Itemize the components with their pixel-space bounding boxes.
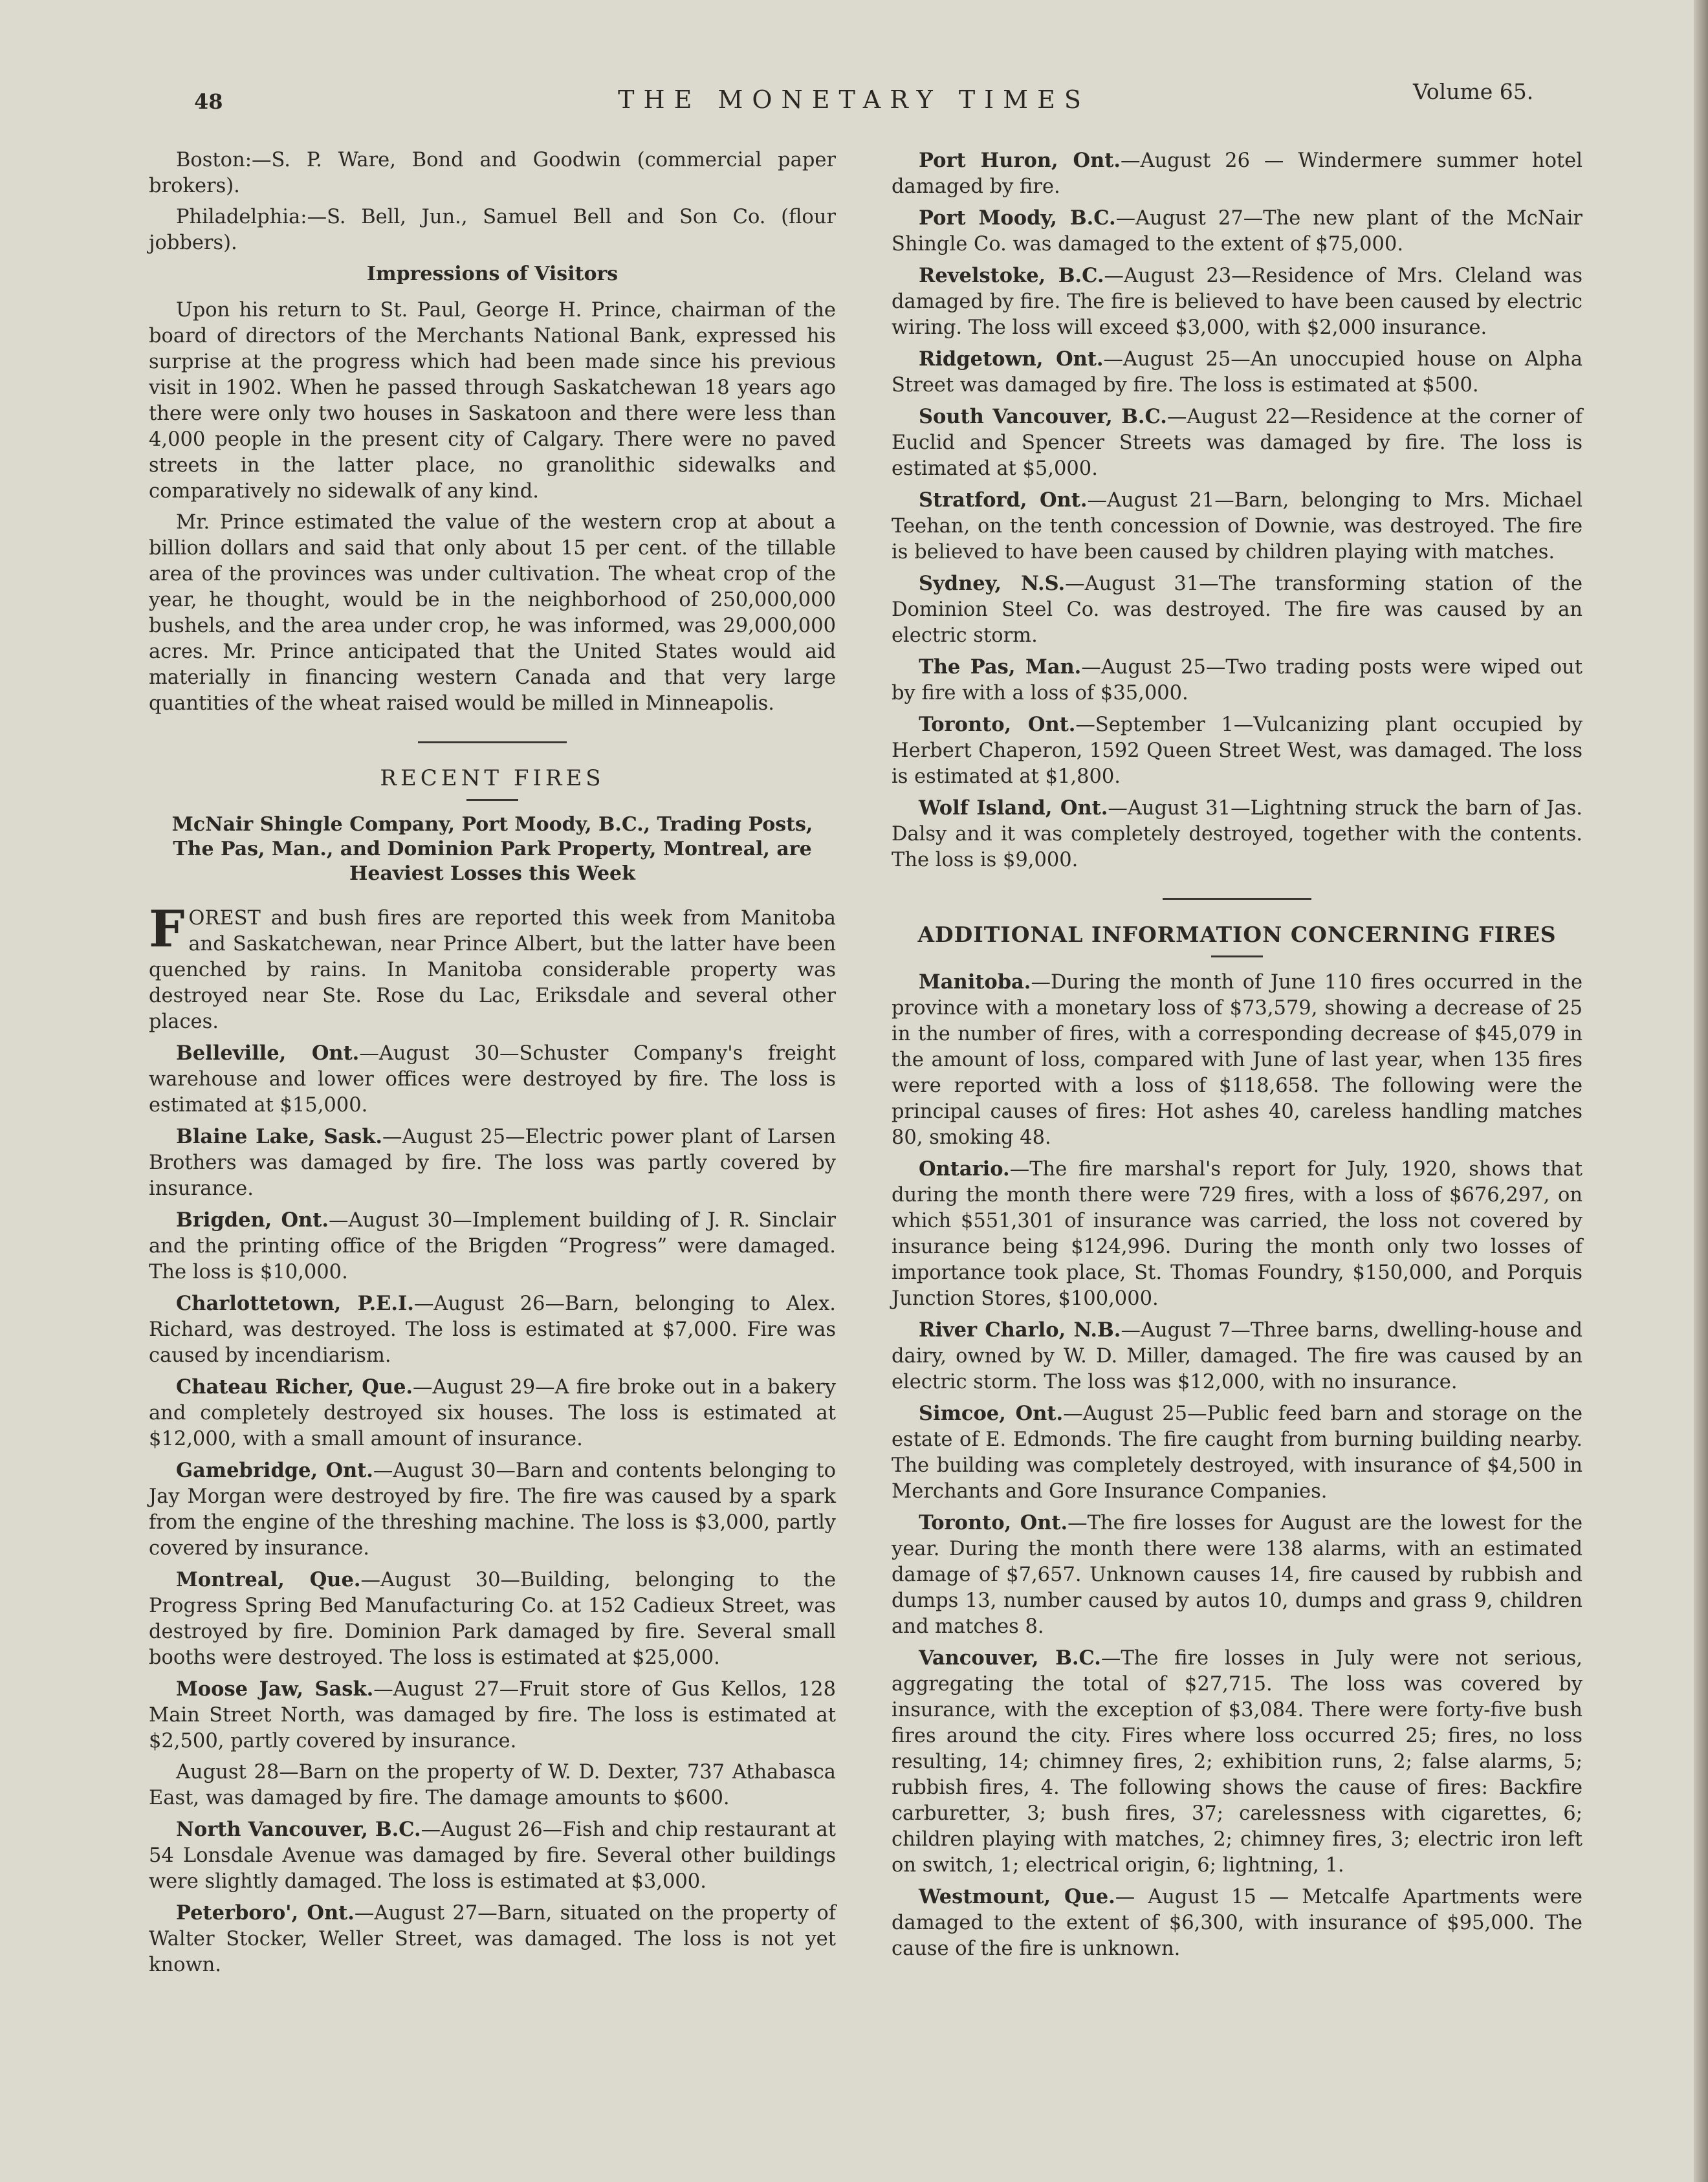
fire-report xyxy=(892,1884,1582,1962)
left-fire-reports xyxy=(149,1040,836,1978)
report-location: Toronto, Ont. xyxy=(919,1511,1068,1534)
report-location: Manitoba. xyxy=(919,970,1031,994)
report-text: —August 30—Barn and contents belonging to Jay Morgan were destroyed by fire. The fire was caused by a spark from the engine of the threshing machine. The loss is $3,000, partly covered by insurance. xyxy=(149,1459,836,1560)
report-text: —August 22—Residence at the corner of Euclid and Spencer Streets was damaged by fire. The loss is estimated at $5,000. xyxy=(892,406,1583,480)
report-location: Brigden, Ont. xyxy=(176,1208,329,1232)
report-text: —August 26—Fish and chip restaurant at 54 Lonsdale Avenue was damaged by fire. Several other buildings were slightly damaged. The loss is estimated at $3,000. xyxy=(149,1818,836,1893)
report-location: Moose Jaw, Sask. xyxy=(176,1677,374,1701)
philadelphia-entry: Philadelphia:—S. Bell, Jun., Samuel Bell and Son Co. (flour jobbers). xyxy=(149,206,836,254)
recent-fires-title: RECENT FIRES xyxy=(380,765,605,791)
fire-report xyxy=(892,969,1582,1151)
report-text: —August 27—Barn, situated on the property of Walter Stocker, Weller Street, was damaged. The loss is not yet known. xyxy=(149,1902,836,1976)
report-location: Port Huron, Ont. xyxy=(919,149,1121,172)
title-underline xyxy=(466,799,518,801)
report-text: —August 21—Barn, belonging to Mrs. Michael Teehan, on the tenth concession of Downie, was destroyed. The fire is believed to have been caused by children playing with matches. xyxy=(892,489,1582,563)
fire-report xyxy=(892,571,1582,649)
fire-report xyxy=(149,1760,836,1811)
fire-report xyxy=(892,1645,1582,1879)
report-text: — August 15 — Metcalfe Apartments were damaged to the extent of $6,300, with insurance of $95,000. The cause of the fire is unknown. xyxy=(892,1886,1582,1960)
report-location: Port Moody, B.C. xyxy=(919,206,1116,230)
report-location: Simcoe, Ont. xyxy=(919,1402,1064,1425)
report-text: —During the month of June 110 fires occurred in the province with a monetary loss of $73,579, showing a decrease of 25 in the number of fires, with a corresponding decrease of $45,079 in the amount of loss, compared with June of last year, when 135 fires were reported with a loss of $118,658. The following were the principal causes of fires: Hot ashes 40, careless handling matches 80, smoking 48. xyxy=(892,971,1582,1149)
report-text: —August 25—An unoccupied house on Alpha Street was damaged by fire. The loss is estimated at $500. xyxy=(892,348,1583,397)
fire-report xyxy=(892,1156,1582,1312)
report-location: South Vancouver, B.C. xyxy=(919,405,1167,428)
report-location: Vancouver, B.C. xyxy=(919,1646,1101,1670)
report-text: —August 25—Electric power plant of Larsen Brothers was damaged by fire. The loss was partly covered by insurance. xyxy=(149,1126,836,1200)
fire-report xyxy=(149,1900,836,1978)
report-location: Stratford, Ont. xyxy=(919,488,1088,512)
report-location: Toronto, Ont. xyxy=(919,713,1076,736)
fire-report xyxy=(892,487,1582,565)
left-column xyxy=(149,147,836,1983)
report-text: —August 29—A fire broke out in a bakery and completely destroyed six houses. The loss is estimated at $12,000, with a small amount of insurance. xyxy=(149,1376,837,1450)
report-text: —September 1—Vulcanizing plant occupied by Herbert Chaperon, 1592 Queen Street West, was damaged. The loss is estimated at $1,800. xyxy=(892,714,1582,788)
fire-report xyxy=(892,1510,1582,1640)
additional-fire-reports xyxy=(892,969,1582,1962)
fire-report xyxy=(892,346,1582,398)
report-text: —August 30—Building, belonging to the Progress Spring Bed Manufacturing Co. at 152 Cadieux Street, was destroyed by fire. Dominion Park damaged by fire. Several small booths were destroyed. The loss is estimated at $25,000. xyxy=(149,1569,836,1669)
fire-report xyxy=(149,1374,836,1452)
report-location: Peterboro', Ont. xyxy=(176,1901,355,1925)
fire-report xyxy=(149,1817,836,1895)
report-text: —August 25—Public feed barn and storage on the estate of E. Edmonds. The fire caught from burning building nearby. The building was completely destroyed, with insurance of $4,500 in Merchants and Gore Insurance Companies. xyxy=(892,1402,1582,1503)
running-header xyxy=(0,78,1708,116)
report-location: Westmount, Que. xyxy=(919,1885,1115,1908)
section-divider xyxy=(1163,898,1311,900)
fire-report xyxy=(149,1457,836,1562)
fire-report xyxy=(892,795,1582,873)
report-location: Ridgetown, Ont. xyxy=(919,347,1104,371)
report-text: —August 25—Two trading posts were wiped out by fire with a loss of $35,000. xyxy=(892,656,1582,704)
page-number: 48 xyxy=(194,89,223,114)
report-text: —August 30—Schuster Company's freight warehouse and lower offices were destroyed by fire. The loss is estimated at $15,000. xyxy=(149,1042,836,1117)
report-text: —August 27—Fruit store of Gus Kellos, 128 Main Street North, was damaged by fire. The loss is estimated at $2,500, partly covered by insurance. xyxy=(149,1678,836,1752)
fire-report xyxy=(149,1040,836,1118)
report-location: North Vancouver, B.C. xyxy=(176,1818,421,1841)
report-location: Charlottetown, P.E.I. xyxy=(176,1292,414,1315)
fire-report xyxy=(892,1317,1582,1395)
fire-report xyxy=(892,263,1582,341)
report-location: Sydney, N.S. xyxy=(919,572,1066,595)
boston-entry: Boston:—S. P. Ware, Bond and Goodwin (commercial paper brokers). xyxy=(149,149,836,197)
report-text: —August 31—The transforming station of the Dominion Steel Co. was destroyed. The fire was caused by an electric storm. xyxy=(892,573,1582,647)
fires-intro-text: OREST and bush fires are reported this week from Manitoba and Saskatchewan, near Prince Albert, but the latter have been quenched by rains. In Manitoba considerable property was destroyed near Ste. Rose du Lac, Eriksdale and several other places. xyxy=(149,907,836,1033)
title-underline xyxy=(1211,955,1263,957)
report-location: Gamebridge, Ont. xyxy=(176,1459,373,1482)
report-text: —August 23—Residence of Mrs. Cleland was damaged by fire. The fire is believed to have been caused by electric wiring. The loss will exceed $3,000, with $2,000 insurance. xyxy=(892,265,1582,339)
report-text: —The fire losses for August are the lowest for the year. During the month there were 138 alarms, with an estimated damage of $7,657. Unknown causes 14, fire caused by rubbish and dumps 13, number caused by autos 10, dumps and grass 9, children and matches 8. xyxy=(892,1512,1582,1638)
report-location: Blaine Lake, Sask. xyxy=(176,1125,383,1148)
report-text: August 28—Barn on the property of W. D. Dexter, 737 Athabasca East, was damaged by fire. The damage amounts to $600. xyxy=(149,1761,836,1809)
additional-info-title: ADDITIONAL INFORMATION CONCERNING FIRES xyxy=(917,922,1557,947)
fire-report xyxy=(892,404,1582,482)
report-text: —August 26—Barn, belonging to Alex. Richard, was destroyed. The loss is estimated at $7,000. Fire was caused by incendiarism. xyxy=(149,1293,836,1367)
report-text: —The fire losses in July were not serious, aggregating the total of $27,715. The loss was covered by insurance, with the exception of $3,084. There were forty-five bush fires around the city. Fires where loss occurred 25; fires, no loss resulting, 14; chimney fires, 2; exhibition runs, 2; false alarms, 5; rubbish fires, 4. The following shows the cause of fires: Backfire carburetter, 3; bush fires, 37; carelessness with cigarettes, 6; children playing with matches, 2; chimney fires, 3; electric iron left on switch, 1; electrical origin, 6; lightning, 1. xyxy=(892,1647,1582,1877)
volume-label: Volume 65. xyxy=(1413,79,1534,104)
fire-report xyxy=(892,1401,1582,1505)
report-location: Belleville, Ont. xyxy=(176,1042,360,1065)
fire-report xyxy=(149,1124,836,1202)
fire-report xyxy=(149,1676,836,1754)
section-divider xyxy=(418,741,567,743)
visitors-paragraph-1: Upon his return to St. Paul, George H. Prince, chairman of the board of directors of the Merchants National Bank, expressed his surprise at the progress which had been made since his previous visit in 1902. When he passed through Saskatchewan 18 years ago there were only two houses in Saskatoon and there were less than 4,000 people in the present city of Calgary. There were no paved streets in the latter place, no granolithic sidewalks and comparatively no sidewalk of any kind. xyxy=(149,299,836,503)
report-location: Ontario. xyxy=(919,1157,1010,1181)
fire-report xyxy=(892,205,1582,257)
right-fire-reports xyxy=(892,147,1582,873)
recent-fires-deck: McNair Shingle Company, Port Moody, B.C., Trading Posts, The Pas, Man., and Dominion Park Property, Montreal, are Heaviest Losses this Week xyxy=(171,813,813,885)
fire-report xyxy=(892,654,1582,706)
report-text: —August 7—Three barns, dwelling-house and dairy, owned by W. D. Miller, damaged. The fire was caused by an electric storm. The loss was $12,000, with no insurance. xyxy=(892,1319,1583,1393)
publication-title: THE MONETARY TIMES xyxy=(618,85,1090,114)
report-location: The Pas, Man. xyxy=(919,655,1082,679)
right-column xyxy=(892,147,1582,1967)
fire-report xyxy=(149,1291,836,1369)
report-location: Revelstoke, B.C. xyxy=(919,264,1104,287)
report-location: River Charlo, N.B. xyxy=(919,1318,1121,1342)
report-location: Wolf Island, Ont. xyxy=(919,796,1108,820)
report-text: —August 30—Implement building of J. R. Sinclair and the printing office of the Brigden “Progress” were damaged. The loss is $10,000. xyxy=(149,1209,837,1283)
report-location: Montreal, Que. xyxy=(176,1568,361,1591)
report-text: —The fire marshal's report for July, 1920, shows that during the month there were 729 fires, with a loss of $676,297, on which $551,301 of insurance was carried, the loss not covered by insurance being $124,996. During the month only two losses of importance took place, St. Thomas Foundry, $150,000, and Porquis Junction Stores, $100,000. xyxy=(892,1158,1582,1310)
visitors-paragraph-2: Mr. Prince estimated the value of the western crop at about a billion dollars and said that only about 15 per cent. of the tillable area of the provinces was under cultivation. The wheat crop of the year, he thought, would be in the neighborhood of 250,000,000 bushels, and the area under crop, he was informed, was 29,000,000 acres. Mr. Prince anticipated that the United States would aid materially in financing western Canada and that very large quantities of the wheat raised would be milled in Minneapolis. xyxy=(149,511,836,715)
report-text: —August 27—The new plant of the McNair Shingle Co. was damaged to the extent of $75,000. xyxy=(892,207,1582,256)
report-text: —August 31—Lightning struck the barn of Jas. Dalsy and it was completely destroyed, together with the contents. The loss is $9,000. xyxy=(892,797,1582,871)
report-text: —August 26 — Windermere summer hotel damaged by fire. xyxy=(892,149,1582,198)
fire-report xyxy=(892,147,1582,200)
visitors-heading: Impressions of Visitors xyxy=(366,263,619,285)
book-spine-shadow xyxy=(1694,0,1708,2182)
report-location: Chateau Richer, Que. xyxy=(176,1375,413,1399)
fire-report xyxy=(149,1207,836,1285)
fire-report xyxy=(149,1567,836,1671)
fire-report xyxy=(892,712,1582,790)
fires-intro xyxy=(149,900,836,1035)
drop-cap: F xyxy=(149,900,185,959)
